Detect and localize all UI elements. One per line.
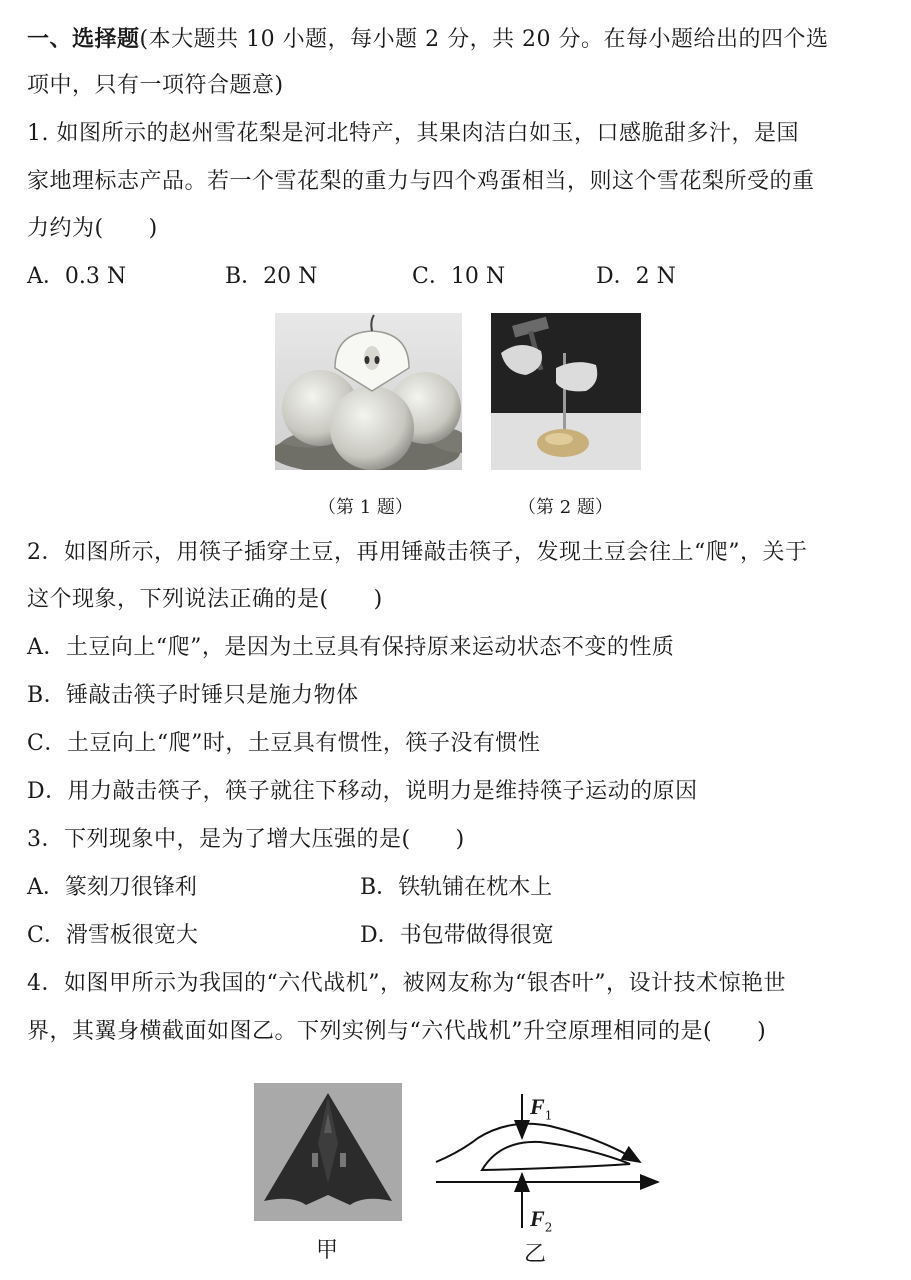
fig-yi-label: 乙 — [524, 1242, 547, 1267]
force-f1-symbol: F — [530, 1094, 545, 1119]
q4-stem-line-2: 界，其翼身横截面如图乙。下列实例与“六代战机”升空原理相同的是( ) — [27, 1019, 767, 1044]
section-title: 一、选择题 — [27, 26, 140, 52]
q3-stem: 3．下列现象中，是为了增大压强的是( ) — [27, 827, 465, 852]
q1-stem-line-2: 家地理标志产品。若一个雪花梨的重力与四个鸡蛋相当，则这个雪花梨所受的重 — [27, 169, 815, 194]
force-f2-symbol: F — [530, 1206, 545, 1231]
q1-stem-line-3: 力约为( ) — [27, 216, 158, 241]
q2-stem-line-2: 这个现象，下列说法正确的是( ) — [27, 587, 383, 612]
fighter-jet-photo — [254, 1083, 402, 1221]
force-f2-subscript: 2 — [544, 1220, 553, 1235]
force-f1-subscript: 1 — [544, 1108, 553, 1123]
q3-option-c: C．滑雪板很宽大 — [27, 923, 198, 948]
section-heading — [27, 24, 829, 55]
q1-option-c: C．10 N — [412, 264, 506, 289]
pear-photo — [275, 313, 462, 470]
q2-option-d: D．用力敲击筷子，筷子就往下移动，说明力是维持筷子运动的原因 — [27, 779, 698, 804]
q2-option-c: C．土豆向上“爬”时，土豆具有惯性，筷子没有惯性 — [27, 731, 541, 756]
force-f2-label — [530, 1206, 552, 1240]
q4-stem-line-1: 4．如图甲所示为我国的“六代战机”，被网友称为“银杏叶”，设计技术惊艳世 — [27, 971, 786, 996]
q2-option-b: B．锤敲击筷子时锤只是施力物体 — [27, 683, 359, 708]
fig-jia-label: 甲 — [316, 1238, 339, 1263]
q2-stem-line-1: 2．如图所示，用筷子插穿土豆，再用锤敲击筷子，发现土豆会往上“爬”，关于 — [27, 540, 808, 565]
q3-option-a: A．篆刻刀很锋利 — [27, 875, 197, 900]
q2-option-a: A．土豆向上“爬”，是因为土豆具有保持原来运动状态不变的性质 — [27, 635, 675, 660]
q1-option-d: D．2 N — [596, 264, 676, 289]
q1-option-a: A．0.3 N — [27, 264, 127, 289]
q1-option-b: B．20 N — [225, 264, 318, 289]
potato-chopstick-photo — [491, 313, 641, 470]
section-note-continued: 项中，只有一项符合题意) — [27, 73, 284, 98]
q3-option-d: D．书包带做得很宽 — [360, 923, 554, 948]
section-note: (本大题共 10 小题，每小题 2 分，共 20 分。在每小题给出的四个选 — [139, 27, 829, 52]
force-f1-label — [530, 1094, 552, 1128]
fig2-caption: （第 2 题） — [518, 497, 613, 518]
q3-option-b: B．铁轨铺在枕木上 — [360, 875, 553, 900]
q1-stem-line-1: 1. 如图所示的赵州雪花梨是河北特产，其果肉洁白如玉，口感脆甜多汁，是国 — [27, 121, 799, 146]
fig1-caption: （第 1 题） — [318, 497, 413, 518]
